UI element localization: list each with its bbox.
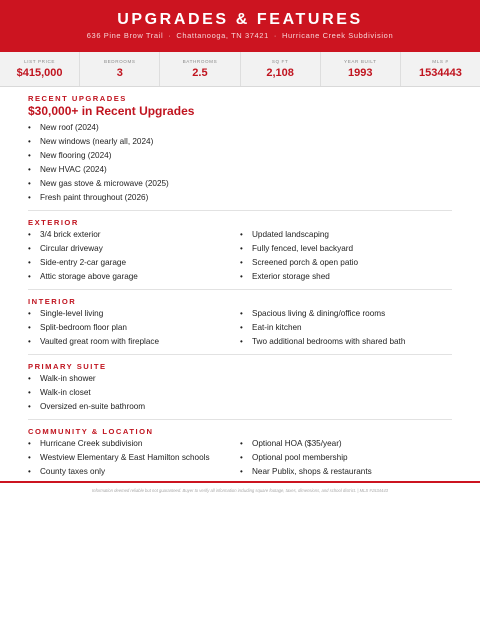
stat-label: SQ FT — [271, 59, 289, 64]
separator-dot: · — [273, 31, 277, 40]
city-state-zip: Chattanooga, TN 37421 — [176, 31, 269, 40]
section-interior — [28, 290, 452, 355]
section-title: COMMUNITY & LOCATION — [28, 427, 154, 436]
community-list-right — [240, 437, 452, 479]
list-item: • Screened porch & open patio — [240, 256, 452, 270]
stat-label: BATHROOMS — [182, 59, 218, 64]
stat-value: 2.5 — [192, 67, 208, 79]
bottom-divider — [0, 481, 480, 483]
section-title: EXTERIOR — [28, 218, 79, 227]
stat-label: YEAR BUILT — [344, 59, 377, 64]
list-item: • Single-level living — [28, 307, 240, 321]
list-item: • Optional pool membership — [240, 451, 452, 465]
exterior-list-right — [240, 228, 452, 284]
stat-label: BEDROOMS — [103, 59, 136, 64]
section-title: PRIMARY SUITE — [28, 362, 107, 371]
interior-list-left — [28, 307, 240, 349]
list-item: • Walk-in closet — [28, 386, 452, 400]
list-item: • Walk-in shower — [28, 372, 452, 386]
stat-year-built — [321, 52, 401, 86]
list-item: • New flooring (2024) — [28, 149, 452, 163]
upgrades-headline: $30,000+ in Recent Upgrades — [28, 104, 195, 118]
section-title: RECENT UPGRADES — [28, 94, 127, 103]
list-item: • New gas stove & microwave (2025) — [28, 177, 452, 191]
stats-bar — [0, 52, 480, 87]
stat-value: 2,108 — [266, 67, 294, 79]
list-item: • Side-entry 2-car garage — [28, 256, 240, 270]
section-recent-upgrades — [28, 87, 452, 211]
list-item: • Circular driveway — [28, 242, 240, 256]
stat-value: 1993 — [348, 67, 373, 79]
list-item: • Eat-in kitchen — [240, 321, 452, 335]
street-address: 636 Pine Brow Trail — [86, 31, 164, 40]
section-exterior — [28, 211, 452, 290]
list-item: • Fully fenced, level backyard — [240, 242, 452, 256]
list-item: • 3/4 brick exterior — [28, 228, 240, 242]
stat-mls-number — [401, 52, 480, 86]
page-title: UPGRADES & FEATURES — [117, 11, 363, 28]
list-item: • Two additional bedrooms with shared bath — [240, 335, 452, 349]
stat-bathrooms — [160, 52, 240, 86]
list-item: • New HVAC (2024) — [28, 163, 452, 177]
list-item: • Attic storage above garage — [28, 270, 240, 284]
list-item: • Westview Elementary & East Hamilton schools — [28, 451, 240, 465]
list-item: • Spacious living & dining/office rooms — [240, 307, 452, 321]
section-primary-suite — [28, 355, 452, 420]
exterior-list-left — [28, 228, 240, 284]
separator-dot: · — [168, 31, 172, 40]
stat-bedrooms — [80, 52, 160, 86]
stat-sqft — [241, 52, 321, 86]
page-header — [0, 0, 480, 52]
list-item: • County taxes only — [28, 465, 240, 479]
subdivision-name: Hurricane Creek Subdivision — [281, 31, 394, 40]
section-community-location — [28, 420, 452, 484]
list-item: • New roof (2024) — [28, 121, 452, 135]
stat-value: 3 — [116, 67, 123, 79]
section-title: INTERIOR — [28, 297, 77, 306]
stat-label: MLS # — [432, 59, 449, 64]
stat-value: 1534443 — [419, 67, 462, 79]
disclaimer-footer: Information deemed reliable but not guaranteed. Buyer to verify all information including square footage, taxes, dimensions, and school district. | MLS #1534443 — [91, 488, 388, 493]
primary-suite-list — [28, 372, 452, 414]
stat-label: LIST PRICE — [24, 59, 56, 64]
list-item: • Updated landscaping — [240, 228, 452, 242]
stat-list-price — [0, 52, 80, 86]
property-address-line — [0, 31, 480, 41]
list-item: • Exterior storage shed — [240, 270, 452, 284]
interior-list-right — [240, 307, 452, 349]
list-item: • Near Publix, shops & restaurants — [240, 465, 452, 479]
list-item: • Optional HOA ($35/year) — [240, 437, 452, 451]
community-list-left — [28, 437, 240, 479]
list-item: • Split-bedroom floor plan — [28, 321, 240, 335]
stat-value: $415,000 — [16, 67, 63, 79]
list-item: • Fresh paint throughout (2026) — [28, 191, 452, 205]
upgrades-list — [28, 121, 452, 205]
list-item: • Hurricane Creek subdivision — [28, 437, 240, 451]
page-content — [0, 87, 480, 484]
list-item: • New windows (nearly all, 2024) — [28, 135, 452, 149]
list-item: • Oversized en-suite bathroom — [28, 400, 452, 414]
list-item: • Vaulted great room with fireplace — [28, 335, 240, 349]
